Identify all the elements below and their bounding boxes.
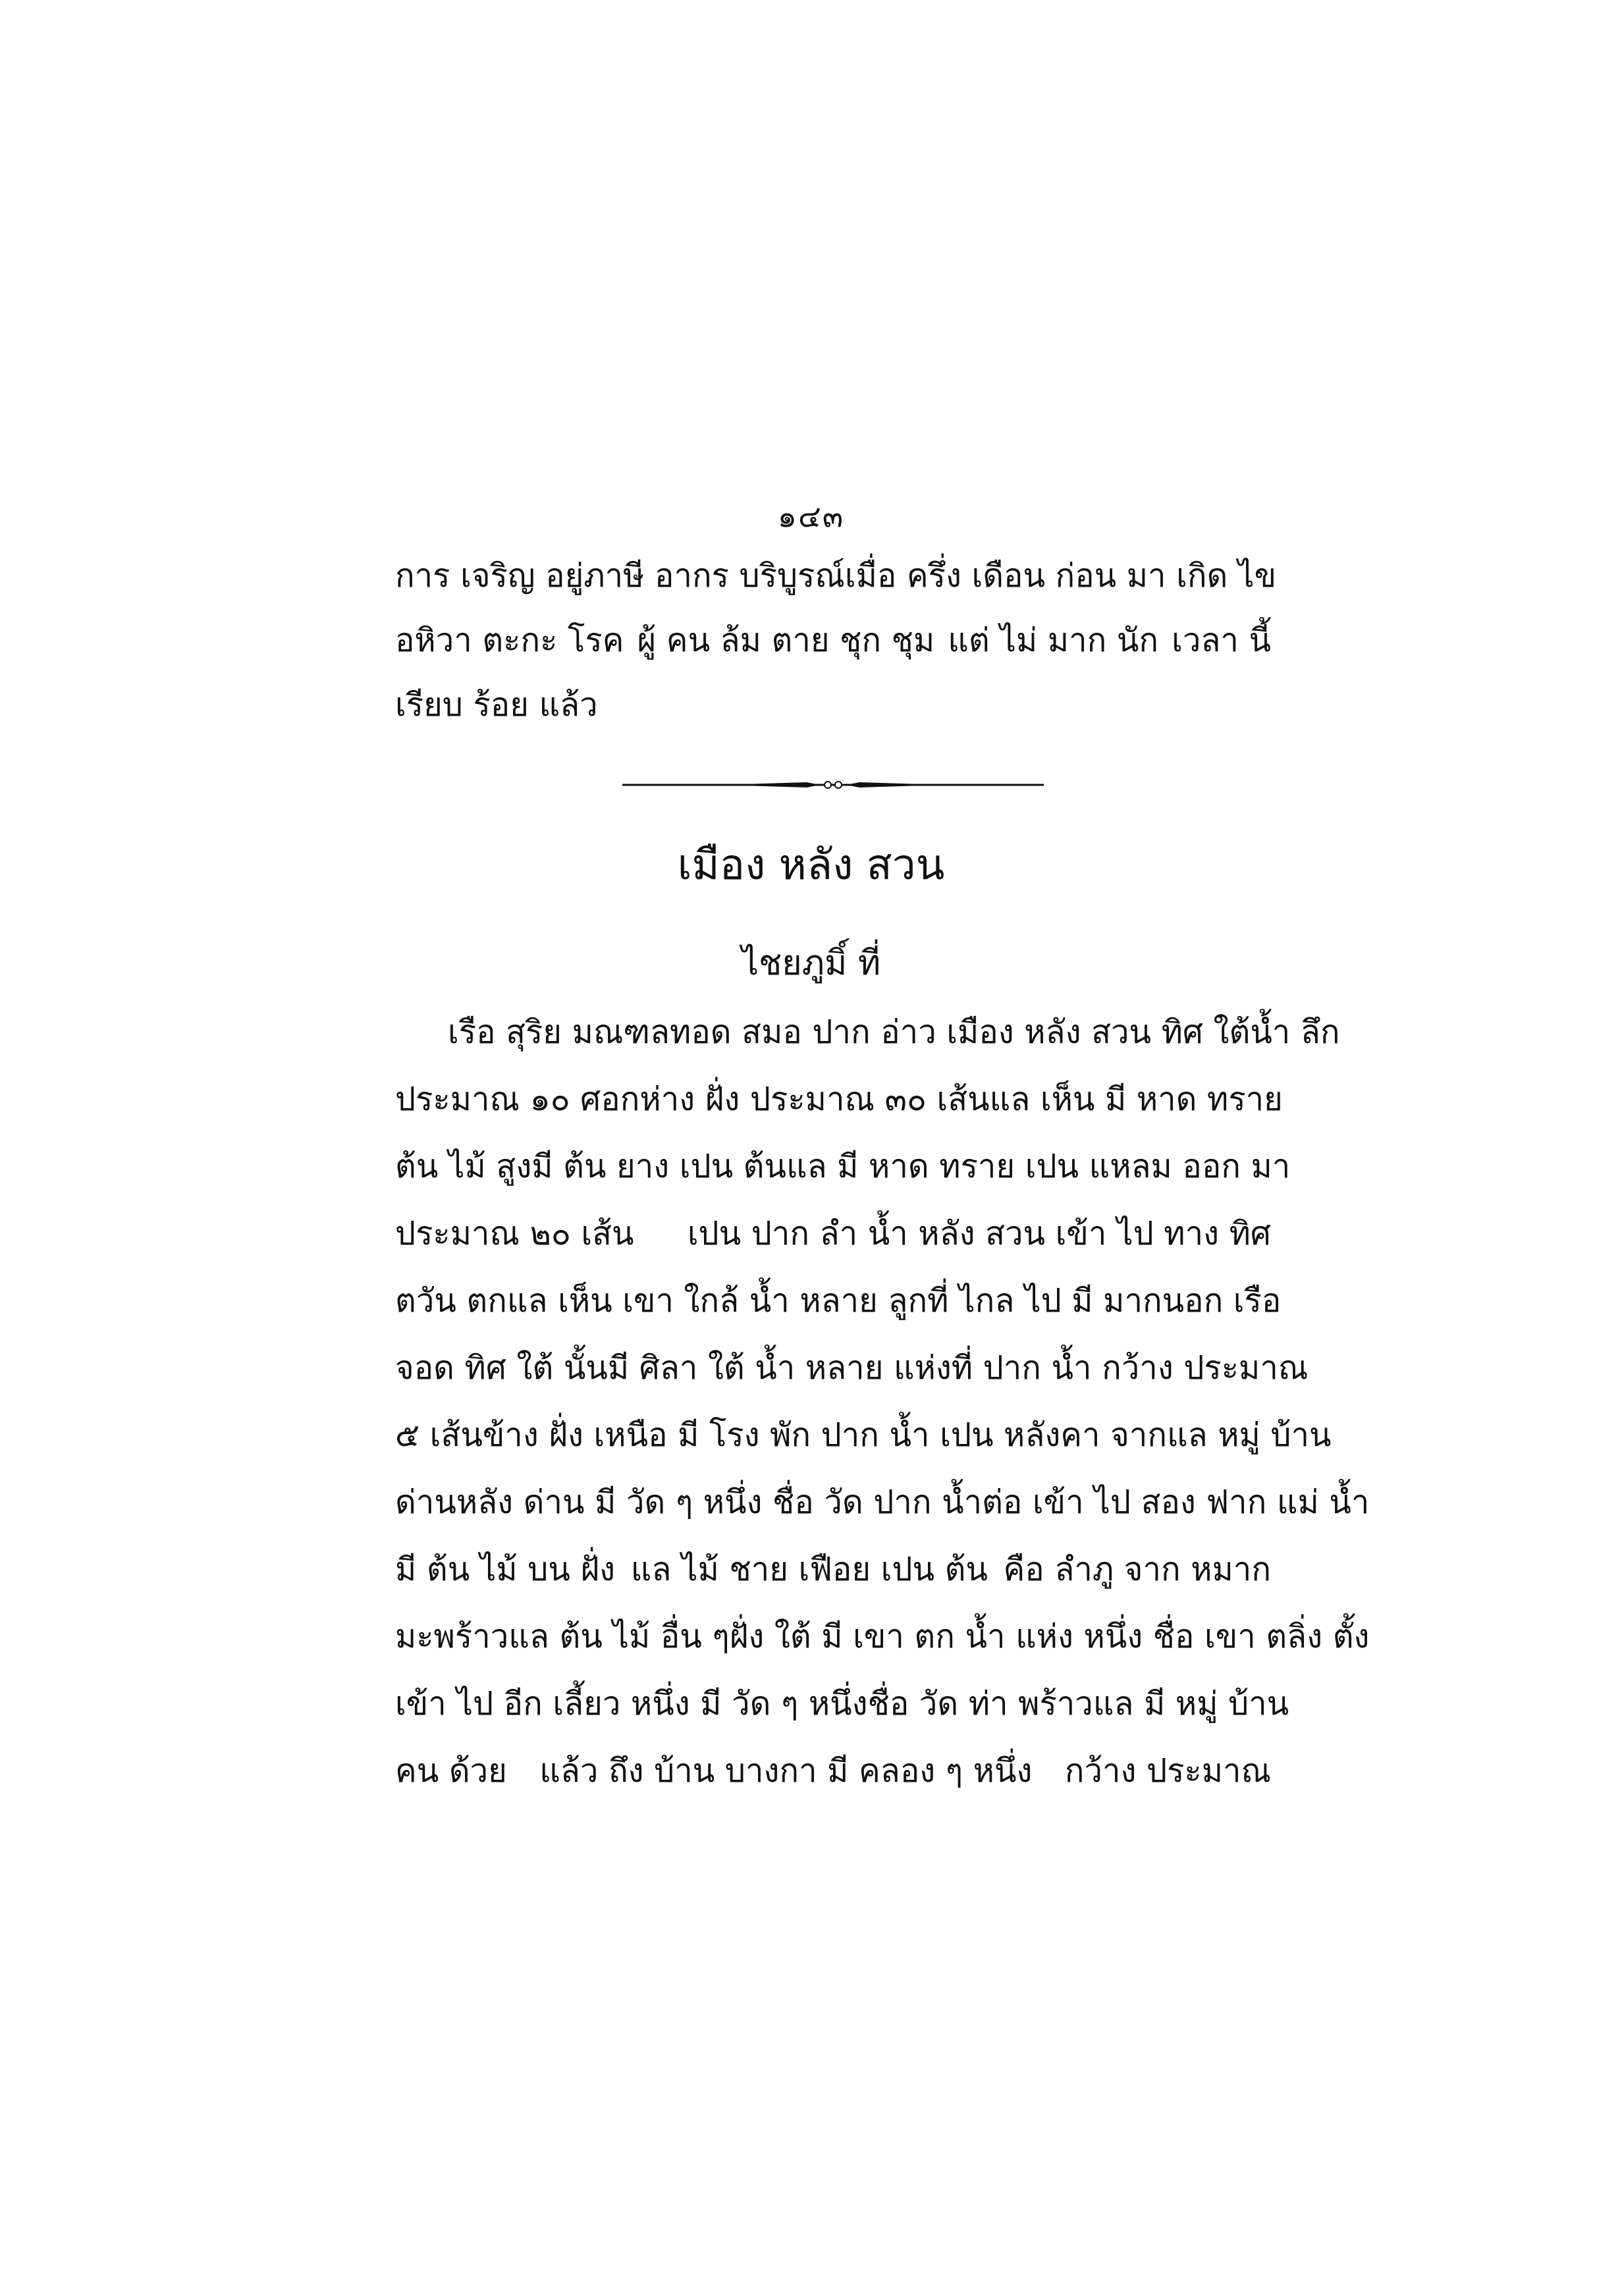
- text-phrase: เปน ปาก ลำ น้ำ หลัง สวน เข้า ไป ทาง ทิศ: [687, 1215, 1271, 1252]
- text-phrase: แล ไม้ ชาย เฟือย เปน ต้น: [630, 1551, 988, 1588]
- text-phrase: มี ต้น ยาง เปน ต้น: [531, 1148, 786, 1185]
- text-phrase: เมื่อ ครึ่ง เดือน ก่อน มา เกิด ไข: [844, 557, 1277, 595]
- text-phrase: เวลา นี้: [1172, 622, 1271, 659]
- ornament-rule-icon: [622, 780, 1044, 789]
- text-phrase: หลัง ด่าน มี วัด ๆ หนึ่ง ชื่อ วัด ปาก น้ำ: [456, 1483, 983, 1521]
- text-line: [395, 1611, 1370, 1678]
- section-subtitle: ไชยภูมิ์ ที่: [741, 944, 881, 983]
- intro-paragraph: [395, 550, 1277, 743]
- text-phrase: ผู้ คน ล้ม ตาย ชุก ชุม: [637, 622, 935, 659]
- section-title: เมือง หลัง สวน: [677, 841, 945, 890]
- text-phrase: มี ต้น ไม้ บน ฝั่ง: [395, 1551, 616, 1588]
- text-phrase: เข้า ไป อีก เลี้ยว หนึ่ง มี วัด ๆ หนึ่ง: [395, 1685, 868, 1722]
- text-phrase: แต่ ไม่ มาก นัก: [948, 622, 1159, 659]
- text-phrase: ฝั่ง ใต้ มี เขา ตก น้ำ แห่ง หนึ่ง ชื่อ เขา ตลิ่ง ตั้ง: [729, 1618, 1370, 1655]
- text-line: [395, 1543, 1271, 1611]
- text-phrase: จอด ทิศ ใต้ นั้น: [395, 1349, 608, 1387]
- text-phrase: ประมาณ ๑๐ ศอก: [395, 1081, 640, 1118]
- body-paragraph: [395, 1006, 1370, 1812]
- text-phrase: ห่าง ฝั่ง ประมาณ ๓๐ เส้น: [639, 1081, 990, 1118]
- text-line: [395, 1409, 1332, 1476]
- text-line: [395, 1745, 1271, 1812]
- text-phrase: ๕ เส้น: [395, 1416, 483, 1454]
- text-phrase: ประมาณ ๒๐ เส้น: [395, 1215, 634, 1252]
- text-line: [395, 1275, 1282, 1342]
- text-line: [395, 614, 1271, 679]
- text-line: [395, 1208, 1271, 1275]
- text-phrase: คือ ลำภู จาก หมาก: [1003, 1551, 1271, 1588]
- text-phrase: ภาษี อากร บริบูรณ์: [583, 557, 845, 595]
- text-phrase: ที่ ไกล ไป มี มาก: [927, 1282, 1162, 1320]
- text-phrase: ต่อ เข้า ไป สอง ฟาก แม่ น้ำ: [982, 1483, 1370, 1521]
- text-phrase: ตวัน ตก: [395, 1282, 507, 1320]
- text-phrase: มะพร้าว: [395, 1618, 509, 1655]
- page-number: ๑๔๓: [777, 498, 845, 534]
- text-phrase: กว้าง ประมาณ: [1064, 1752, 1271, 1790]
- text-phrase: แล เห็น มี หาด ทราย: [989, 1081, 1283, 1118]
- text-phrase: อหิวา ตะกะ โรค: [395, 622, 624, 659]
- text-line: [395, 1006, 1340, 1073]
- text-line: [395, 550, 1277, 614]
- text-phrase: การ เจริญ อยู่: [395, 557, 584, 595]
- text-phrase: มี ศิลา ใต้ น้ำ หลาย แห่ง: [607, 1349, 952, 1387]
- text-phrase: ชื่อ วัด ท่า พร้าว: [867, 1685, 1093, 1722]
- text-phrase: แล มี หาด ทราย เปน แหลม ออก มา: [786, 1148, 1291, 1185]
- text-line: [395, 679, 1271, 743]
- text-phrase: น้ำ ลึก: [1250, 1013, 1340, 1051]
- text-line: [395, 1140, 1291, 1208]
- text-phrase: ทอด สมอ ปาก อ่าว เมือง หลัง สวน ทิศ ใต้: [670, 1013, 1251, 1051]
- text-phrase: นอก เรือ: [1162, 1282, 1282, 1320]
- text-phrase: เรียบ ร้อย แล้ว: [395, 686, 598, 724]
- text-line: [395, 1342, 1309, 1409]
- text-phrase: แล เห็น เขา ใกล้ น้ำ หลาย ลูก: [506, 1282, 928, 1320]
- text-phrase: คน ด้วย: [395, 1752, 507, 1790]
- text-phrase: ด่าน: [395, 1483, 456, 1521]
- text-phrase: แล หมู่ บ้าน: [1167, 1416, 1332, 1454]
- text-phrase: ที่ ปาก น้ำ กว้าง ประมาณ: [951, 1349, 1309, 1387]
- text-phrase: ต้น ไม้ สูง: [395, 1148, 532, 1185]
- text-phrase: เรือ สุริย มณฑล: [448, 1013, 670, 1051]
- text-phrase: แล้ว ถึง บ้าน บางกา มี คลอง ๆ หนึ่ง: [539, 1752, 1033, 1790]
- section-divider: [622, 780, 1044, 789]
- text-phrase: แล ต้น ไม้ อื่น ๆ: [508, 1618, 730, 1655]
- text-phrase: ข้าง ฝั่ง เหนือ มี โรง พัก ปาก น้ำ เปน หลังคา จาก: [482, 1416, 1168, 1454]
- text-phrase: แล มี หมู่ บ้าน: [1093, 1685, 1289, 1722]
- text-line: [395, 1476, 1370, 1543]
- text-line: [395, 1678, 1289, 1745]
- text-line: [395, 1073, 1283, 1140]
